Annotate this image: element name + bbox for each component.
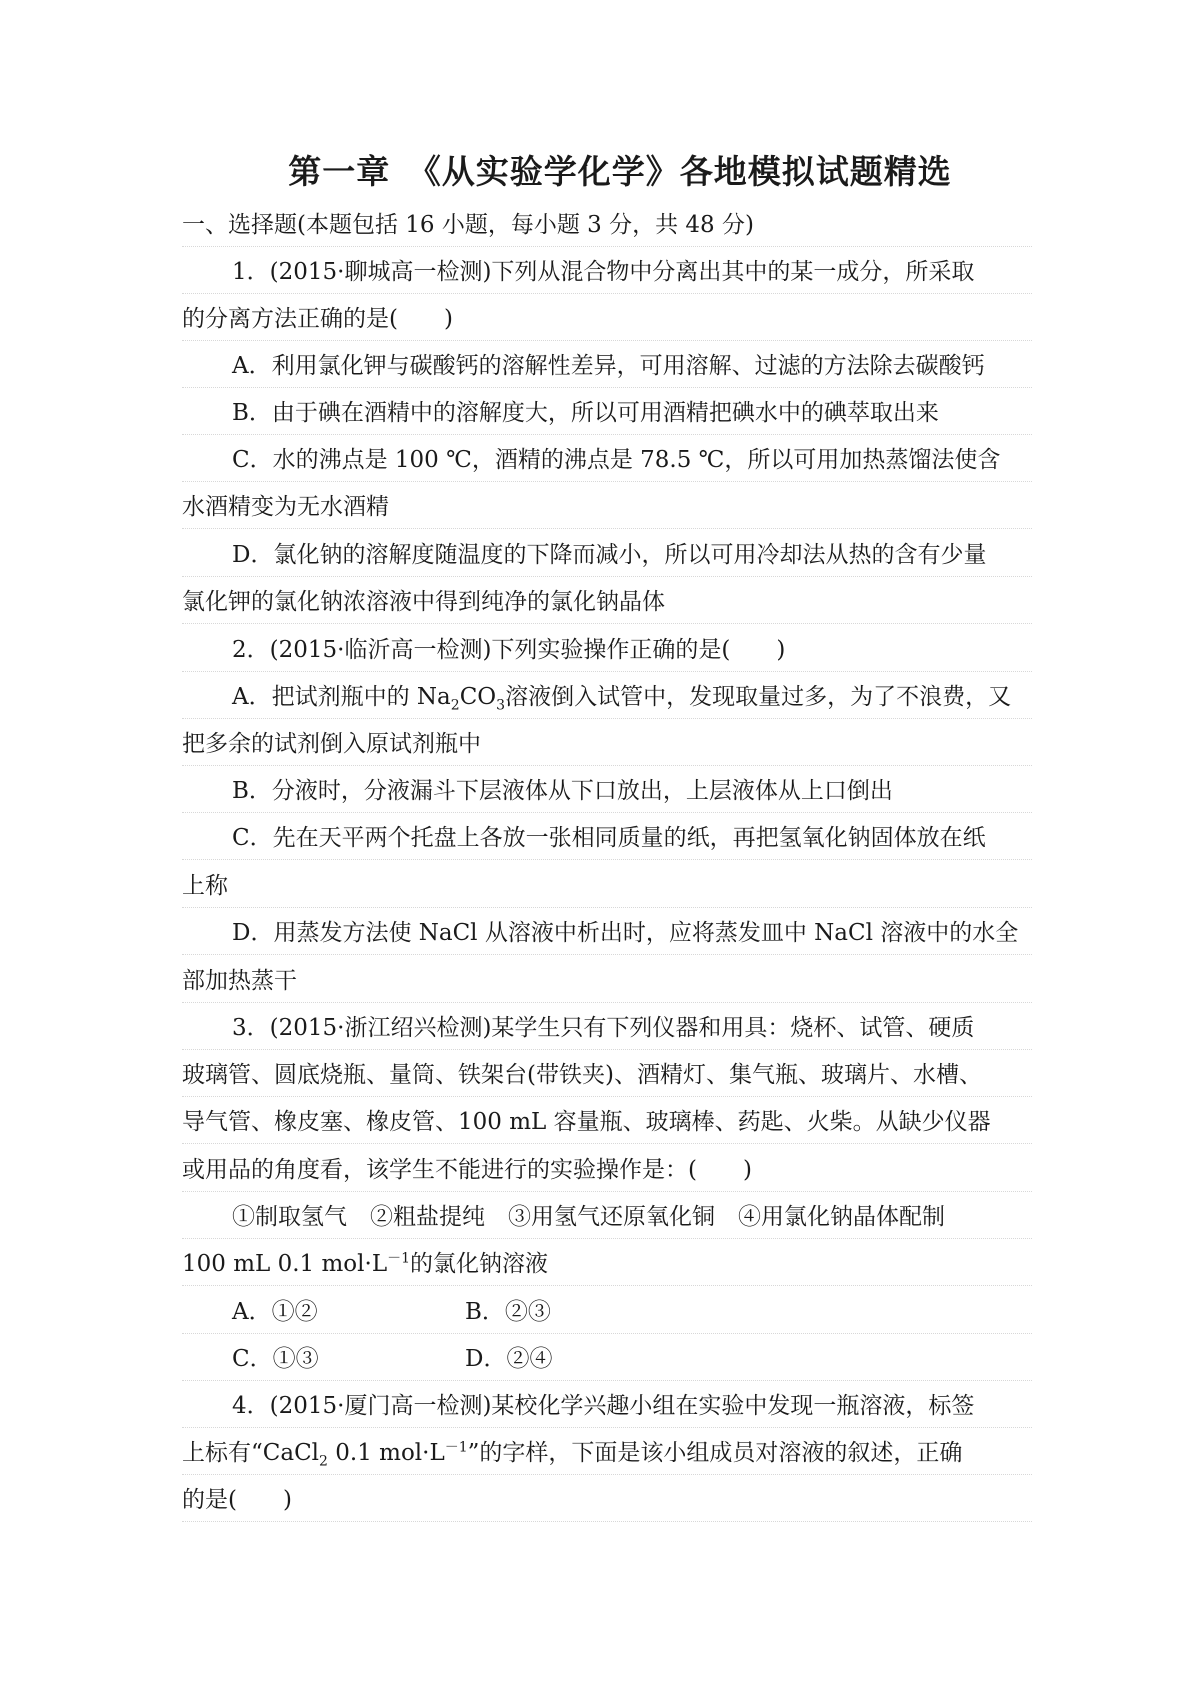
q3-stem-line-2: 玻璃管、圆底烧瓶、量筒、铁架台(带铁夹)、酒精灯、集气瓶、玻璃片、水槽、	[182, 1060, 1032, 1097]
q2-stem: 2．(2015·临沂高一检测)下列实验操作正确的是( )	[182, 635, 1032, 672]
q3-statements-line-1: ①制取氢气 ②粗盐提纯 ③用氢气还原氧化铜 ④用氯化钠晶体配制	[182, 1202, 1032, 1239]
q2-option-a-line-1: A．把试剂瓶中的 $Na_2CO_3$溶液倒入试管中，发现取量过多，为了不浪费，又	[182, 682, 1032, 719]
q2-option-c-line-2: 上称	[182, 871, 1032, 908]
q1-option-d-line-2: 氯化钾的氯化钠浓溶液中得到纯净的氯化钠晶体	[182, 587, 1032, 624]
q3-option-d: D．②④	[465, 1346, 553, 1372]
q3-stem-line-3: 导气管、橡皮塞、橡皮管、100 mL 容量瓶、玻璃棒、药匙、火柴。从缺少仪器	[182, 1107, 1032, 1144]
page-title: 第一章 《从实验学化学》各地模拟试题精选	[288, 152, 952, 191]
q1-stem-line-1: 1．(2015·聊城高一检测)下列从混合物中分离出其中的某一成分，所采取	[182, 257, 1032, 294]
q4-stem-line-2: 上标有“CaCl$_2$ 0.1 $mol\cdot L^{-1}$”的字样，下面是该小组成员对溶液的叙述，正确	[182, 1438, 1032, 1475]
q2-option-d-line-2: 部加热蒸干	[182, 966, 1032, 1003]
q1-option-c-line-2: 水酒精变为无水酒精	[182, 492, 1032, 529]
q3-options-row-2	[182, 1344, 1032, 1381]
q2-option-b: B．分液时，分液漏斗下层液体从下口放出，上层液体从上口倒出	[182, 776, 1032, 813]
q3-statements-line-2: 100 mL 0.1 $mol\cdot L^{-1}$的氯化钠溶液	[182, 1249, 1032, 1286]
q1-option-b: B．由于碘在酒精中的溶解度大，所以可用酒精把碘水中的碘萃取出来	[182, 398, 1032, 435]
q4-stem-line-3: 的是( )	[182, 1485, 1032, 1522]
q2-option-a-line-2: 把多余的试剂倒入原试剂瓶中	[182, 729, 1032, 766]
q1-stem-line-2: 的分离方法正确的是( )	[182, 304, 1032, 341]
q1-option-d-line-1: D．氯化钠的溶解度随温度的下降而减小，所以可用冷却法从热的含有少量	[182, 540, 1032, 577]
q3-option-a: A．①②	[232, 1299, 318, 1325]
q1-option-c-line-1: C．水的沸点是 100 ℃，酒精的沸点是 78.5 ℃，所以可用加热蒸馏法使含	[182, 445, 1032, 482]
q1-option-a: A．利用氯化钾与碳酸钙的溶解性差异，可用溶解、过滤的方法除去碳酸钙	[182, 351, 1032, 388]
q3-stem-line-1: 3．(2015·浙江绍兴检测)某学生只有下列仪器和用具：烧杯、试管、硬质	[182, 1013, 1032, 1050]
q3-stem-line-4: 或用品的角度看，该学生不能进行的实验操作是：( )	[182, 1155, 1032, 1192]
section-heading: 一、选择题(本题包括 16 小题，每小题 3 分，共 48 分)	[182, 210, 1032, 247]
q3-option-b: B．②③	[465, 1299, 551, 1325]
q3-options-row-1	[182, 1297, 1032, 1334]
q2-option-c-line-1: C．先在天平两个托盘上各放一张相同质量的纸，再把氢氧化钠固体放在纸	[182, 823, 1032, 860]
q3-option-c: C．①③	[232, 1346, 319, 1372]
q2-option-d-line-1: D．用蒸发方法使 NaCl 从溶液中析出时，应将蒸发皿中 NaCl 溶液中的水全	[182, 918, 1032, 955]
q4-stem-line-1: 4．(2015·厦门高一检测)某校化学兴趣小组在实验中发现一瓶溶液，标签	[182, 1391, 1032, 1428]
